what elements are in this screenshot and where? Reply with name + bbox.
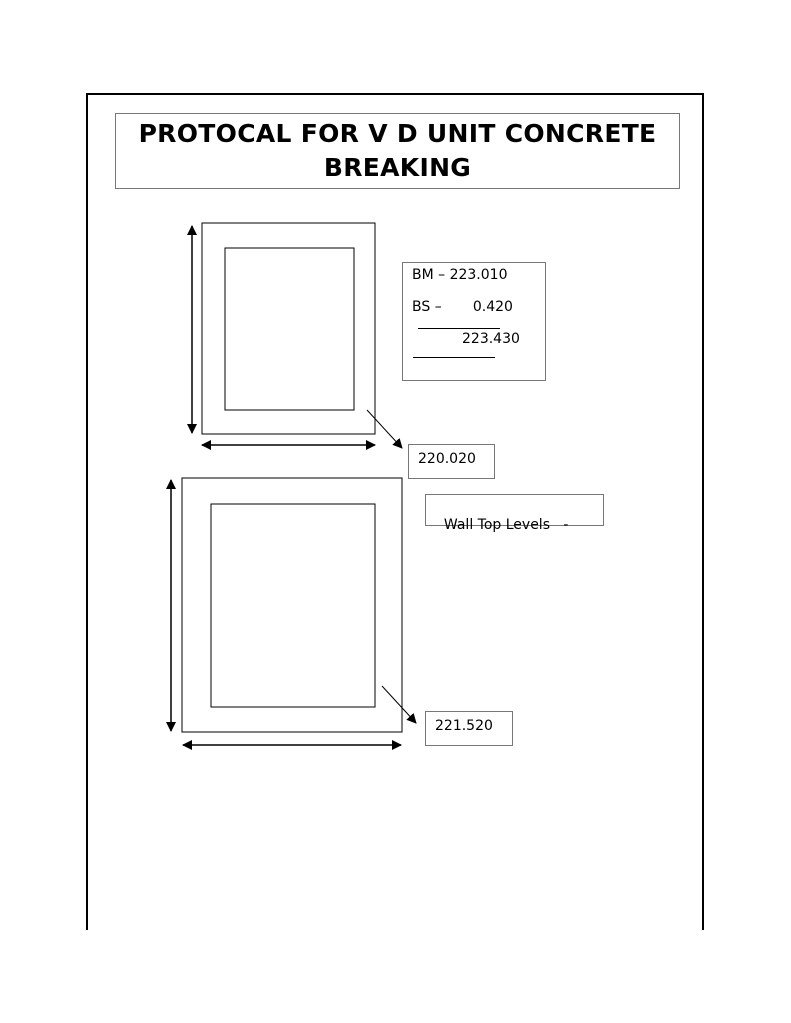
upper-level-value: 220.020 [418, 451, 476, 467]
upper-unit [192, 223, 402, 448]
wall-top-levels-box [425, 494, 604, 533]
upper-level-box [408, 444, 495, 479]
lower-inner-rect [211, 504, 375, 707]
sum-rule-bottom [413, 357, 495, 358]
lower-outer-rect [182, 478, 402, 732]
bm-total: 223.430 [462, 331, 520, 347]
page-title: PROTOCAL FOR V D UNIT CONCRETE BREAKING [138, 119, 657, 182]
lower-level-value: 221.520 [435, 718, 493, 734]
sum-rule-top [418, 328, 500, 329]
lower-level-box [425, 711, 513, 746]
wall-top-levels-label: Wall Top Levels - [443, 517, 569, 533]
upper-inner-rect [225, 248, 354, 410]
upper-level-pointer-arrow [367, 410, 402, 448]
upper-outer-rect [202, 223, 375, 434]
benchmark-calculation-box [402, 262, 546, 381]
bs-value: BS – 0.420 [412, 299, 513, 315]
bm-value: BM – 223.010 [412, 267, 508, 283]
lower-unit [171, 478, 416, 745]
lower-level-pointer-arrow [382, 686, 416, 723]
